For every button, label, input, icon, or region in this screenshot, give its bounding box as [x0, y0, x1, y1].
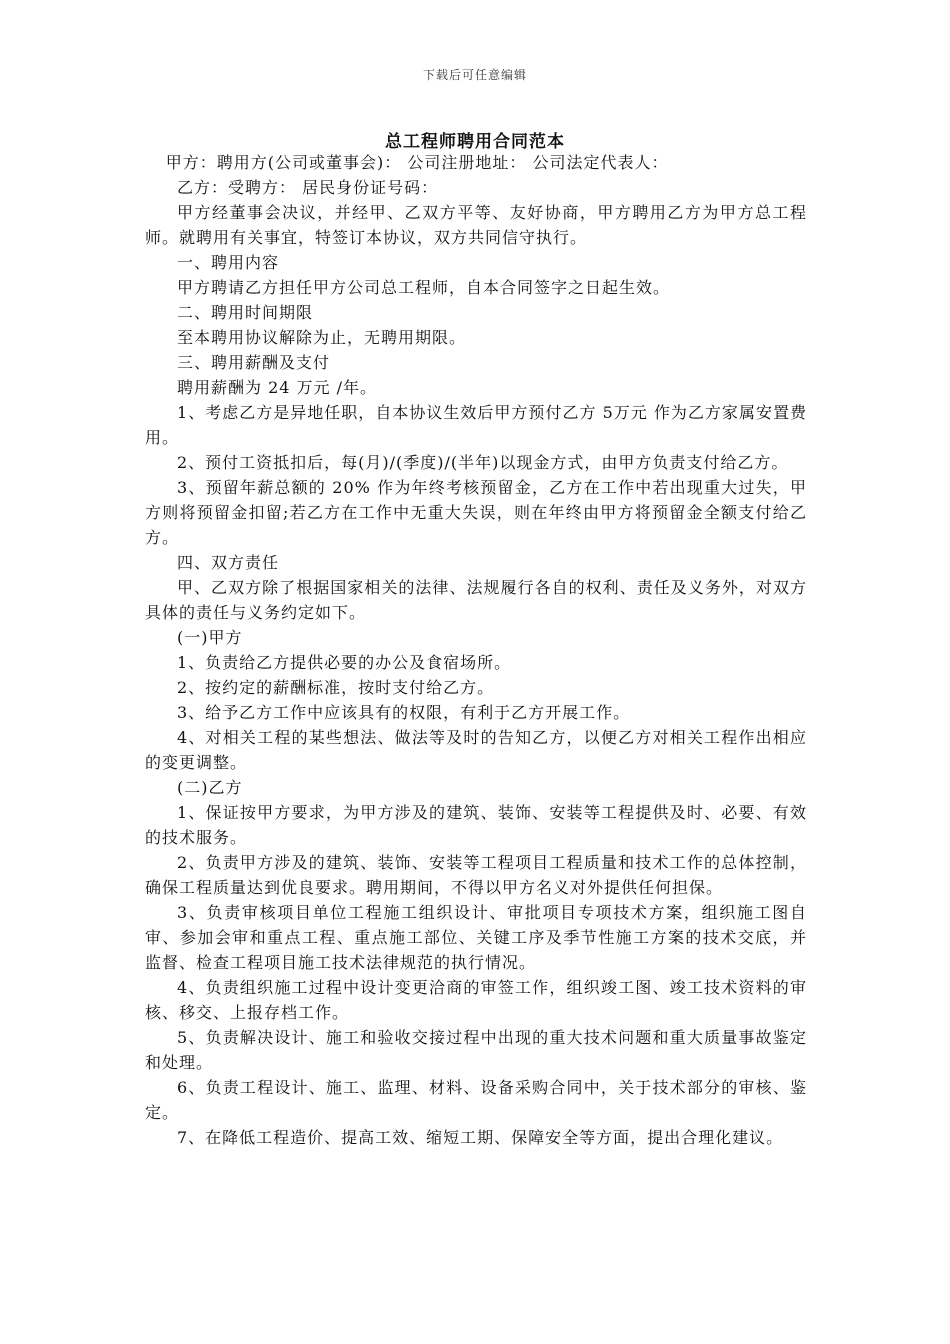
section-heading: 二、聘用时间期限	[177, 303, 314, 322]
section-heading: 一、聘用内容	[177, 253, 280, 272]
paragraph: 甲、乙双方除了根据国家相关的法律、法规履行各自的权利、责任及义务外，对双方具体的责任与义务约定如下。	[145, 578, 807, 622]
party-b-line: 乙方：受聘方： 居民身份证号码：	[177, 178, 439, 197]
list-item: 1、负责给乙方提供必要的办公及食宿场所。	[177, 653, 512, 672]
list-item: 3、预留年薪总额的 20% 作为年终考核预留金，乙方在工作中若出现重大过失，甲方则将预留金扣留;若乙方在工作中无重大失误，则在年终由甲方将预留金全额支付给乙方。	[145, 478, 807, 547]
list-item: 3、负责审核项目单位工程施工组织设计、审批项目专项技术方案，组织施工图自审、参加会审和重点工程、重点施工部位、关键工序及季节性施工方案的技术交底，并监督、检查工程项目施工技术法律规范的执行情况。	[145, 903, 807, 972]
list-item: 4、对相关工程的某些想法、做法等及时的告知乙方，以便乙方对相关工程作出相应的变更调整。	[145, 728, 807, 772]
list-item: 2、负责甲方涉及的建筑、装饰、安装等工程项目工程质量和技术工作的总体控制，确保工程质量达到优良要求。聘用期间，不得以甲方名义对外提供任何担保。	[145, 853, 807, 897]
preamble-paragraph: 甲方经董事会决议，并经甲、乙双方平等、友好协商，甲方聘用乙方为甲方总工程师。就聘用有关事宜，特签订本协议，双方共同信守执行。	[145, 203, 807, 247]
section-heading: 三、聘用薪酬及支付	[177, 353, 331, 372]
list-item: 6、负责工程设计、施工、监理、材料、设备采购合同中，关于技术部分的审核、鉴定。	[145, 1078, 807, 1122]
list-item: 3、给予乙方工作中应该具有的权限，有利于乙方开展工作。	[177, 703, 631, 722]
paragraph: 聘用薪酬为 24 万元 /年。	[177, 378, 378, 397]
section-heading: 四、双方责任	[177, 553, 280, 572]
list-item: 7、在降低工程造价、提高工效、缩短工期、保障安全等方面，提出合理化建议。	[177, 1128, 784, 1147]
paragraph: 甲方聘请乙方担任甲方公司总工程师，自本合同签字之日起生效。	[177, 278, 671, 297]
list-item: 1、保证按甲方要求，为甲方涉及的建筑、装饰、安装等工程提供及时、必要、有效的技术服务。	[145, 803, 807, 847]
list-item: 5、负责解决设计、施工和验收交接过程中出现的重大技术问题和重大质量事故鉴定和处理。	[145, 1028, 807, 1072]
subsection-heading: (二)乙方	[177, 778, 243, 797]
list-item: 2、按约定的薪酬标准，按时支付给乙方。	[177, 678, 495, 697]
document-title: 总工程师聘用合同范本	[385, 132, 565, 152]
subsection-heading: (一)甲方	[177, 628, 243, 647]
party-a-line: 甲方：聘用方(公司或董事会)： 公司注册地址： 公司法定代表人：	[165, 153, 669, 172]
paragraph: 至本聘用协议解除为止，无聘用期限。	[177, 328, 467, 347]
list-item: 1、考虑乙方是异地任职，自本协议生效后甲方预付乙方 5万元 作为乙方家属安置费用。	[145, 403, 807, 447]
list-item: 2、预付工资抵扣后，每(月)/(季度)/(半年)以现金方式，由甲方负责支付给乙方。	[177, 453, 789, 472]
page-header: 下载后可任意编辑	[422, 68, 527, 82]
document-body	[145, 150, 807, 1150]
list-item: 4、负责组织施工过程中设计变更洽商的审签工作，组织竣工图、竣工技术资料的审核、移交、上报存档工作。	[145, 978, 807, 1022]
